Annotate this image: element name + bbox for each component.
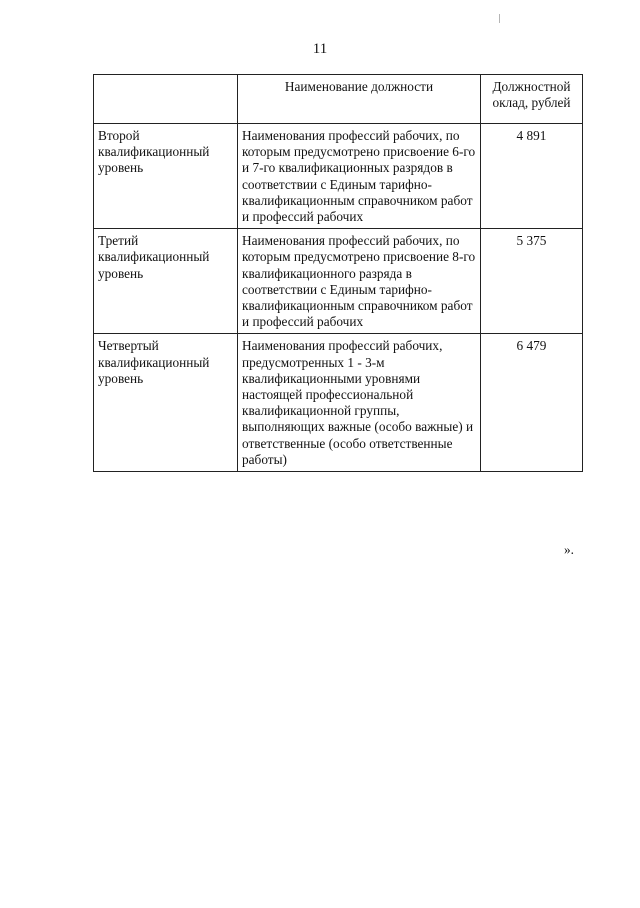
- table-row: [94, 334, 583, 472]
- salary-cell: 5 375: [481, 229, 583, 334]
- table-header-row: [94, 75, 583, 124]
- header-level: [94, 75, 238, 124]
- position-name-cell: Наименования профессий рабочих, по которым предусмотрено присвоение 6-го и 7-го квалификационных разрядов в соответствии с Единым тарифно-квалификационным справочником работ и профессий рабочих: [238, 124, 481, 229]
- page-number: 11: [312, 41, 328, 57]
- closing-quote: ».: [564, 542, 574, 557]
- position-name-cell: Наименования профессий рабочих, предусмотренных 1 - 3-м квалификационными уровнями настоящей профессиональной квалификационной группы, выполняющих важные (особо важные) и ответственные (особо ответственные работы): [238, 334, 481, 472]
- salary-cell: 4 891: [481, 124, 583, 229]
- salary-cell: 6 479: [481, 334, 583, 472]
- position-name-cell: Наименования профессий рабочих, по которым предусмотрено присвоение 8-го квалификационного разряда в соответствии с Единым тарифно-квалификационным справочником работ и профессий рабочих: [238, 229, 481, 334]
- table-row: [94, 229, 583, 334]
- level-cell: Четвертый квалификационный уровень: [94, 334, 238, 472]
- level-cell: Второй квалификационный уровень: [94, 124, 238, 229]
- salary-table: [93, 74, 583, 472]
- table-row: [94, 124, 583, 229]
- header-position-name: Наименование должности: [238, 75, 481, 124]
- scan-mark: [499, 14, 500, 23]
- header-salary: Должностной оклад, рублей: [481, 75, 583, 124]
- level-cell: Третий квалификационный уровень: [94, 229, 238, 334]
